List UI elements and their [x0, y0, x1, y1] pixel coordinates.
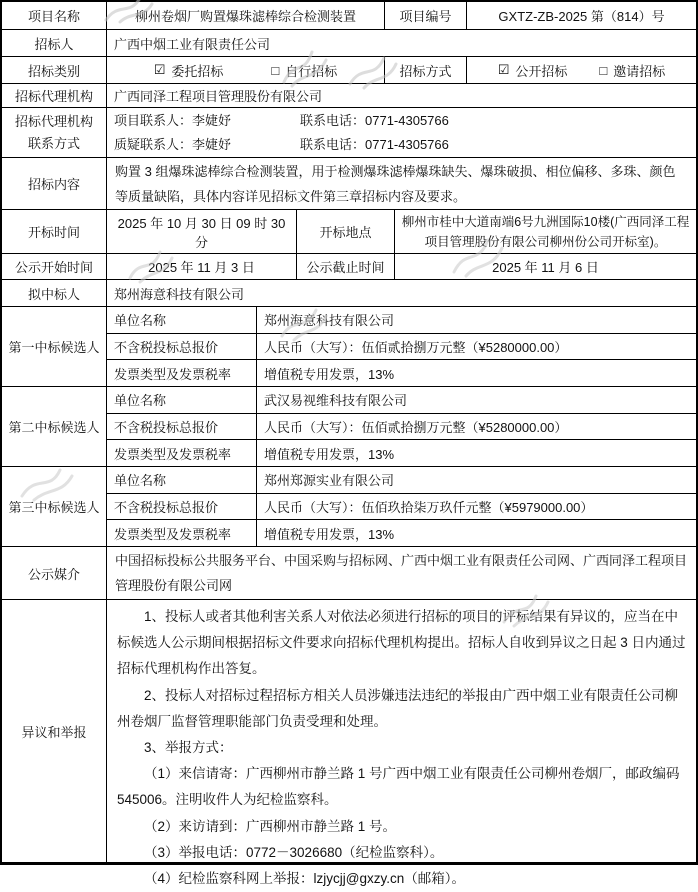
- contact-line: [107, 109, 696, 133]
- agency-label: 招标代理机构: [2, 84, 107, 107]
- field-value: 增值税专用发票，13%: [264, 446, 395, 462]
- option-label: 邀请招标: [613, 63, 666, 79]
- field-label: 单位名称: [107, 387, 257, 413]
- table-row: [107, 467, 696, 494]
- candidate-group-3: [2, 467, 696, 547]
- objection-paragraph: （1）来信请寄：广西柳州市静兰路 1 号广西中烟工业有限责任公司柳州卷烟厂，邮政编码 545006。注明收件人为纪检监察科。: [117, 766, 680, 808]
- bid-category-options: [107, 57, 385, 83]
- opening-place-label: 开标地点: [297, 210, 395, 253]
- option-label: 委托招标: [171, 63, 224, 79]
- table-row: [107, 440, 696, 466]
- objection-paragraph: （4）纪检监察科网上举报：lzjycjj@gxzy.cn（邮箱）。: [144, 871, 465, 887]
- field-label: 不含税投标总报价: [107, 414, 257, 440]
- candidate-group-2: [2, 387, 696, 467]
- field-label: 发票类型及发票税率: [107, 440, 257, 466]
- table-row: [2, 108, 696, 158]
- table-row: [2, 280, 696, 307]
- table-row: [107, 360, 696, 386]
- bid-content-label: 招标内容: [2, 158, 107, 209]
- publicity-start-value: 2025 年 11 月 3 日: [107, 254, 297, 279]
- field-label: 不含税投标总报价: [107, 334, 257, 360]
- bid-method-options: [467, 57, 696, 83]
- field-value: 武汉易视维科技有限公司: [264, 393, 408, 409]
- agency-contact-label: 招标代理机构联系方式: [2, 108, 107, 157]
- candidate-label: 第三中标候选人: [2, 467, 107, 546]
- table-row: [2, 210, 696, 254]
- contact-phone: 联系电话：0771-4305766: [300, 136, 449, 152]
- table-row: [2, 254, 696, 280]
- project-code-label: 项目编号: [385, 2, 467, 29]
- field-label: 发票类型及发票税率: [107, 360, 257, 386]
- field-label: 单位名称: [107, 467, 257, 493]
- checkbox-checked-icon: ☑: [153, 62, 166, 77]
- bid-method-label: 招标方式: [385, 57, 467, 83]
- tenderer-value: 广西中烟工业有限责任公司: [114, 36, 271, 52]
- checkbox-unchecked-icon: □: [271, 62, 280, 78]
- objection-paragraph: 2、投标人对招标过程招标方相关人员涉嫌违法违纪的举报由广西中烟工业有限责任公司柳州卷烟厂监督管理职能部门负责受理和处理。: [117, 687, 679, 729]
- field-value: 人民币（大写）：伍佰玖拾柒万玖仟元整（¥5979000.00）: [264, 500, 594, 515]
- publicity-start-label: 公示开始时间: [2, 254, 107, 279]
- contact-person: 质疑联系人：李婕妤: [114, 136, 232, 152]
- field-value: 增值税专用发票，13%: [264, 526, 395, 542]
- publicity-media-label: 公示媒介: [2, 547, 107, 599]
- table-row: [107, 387, 696, 414]
- objection-content: [107, 600, 696, 887]
- bid-content-value: 购置 3 组爆珠滤棒综合检测装置，用于检测爆珠滤棒爆珠缺失、爆珠破损、相位偏移、多珠、颜色等质量缺陷，具体内容详见招标文件第三章招标内容及要求。: [115, 163, 676, 204]
- candidate-label: 第一中标候选人: [2, 307, 107, 386]
- table-row: [2, 84, 696, 108]
- table-row: [2, 2, 696, 30]
- field-value: 郑州海意科技有限公司: [264, 313, 395, 329]
- table-row: [107, 334, 696, 361]
- table-row: [2, 547, 696, 600]
- checkbox-checked-icon: ☑: [497, 62, 510, 77]
- field-value: 人民币（大写）：伍佰贰拾捌万元整（¥5280000.00）: [264, 420, 568, 435]
- proposed-winner-value: 郑州海意科技有限公司: [114, 286, 245, 302]
- contact-line: [107, 133, 696, 157]
- opening-time-value: 2025 年 10 月 30 日 09 时 30 分: [107, 210, 297, 253]
- objection-label: 异议和举报: [2, 600, 107, 862]
- table-row: [107, 494, 696, 521]
- candidate-group-1: [2, 307, 696, 387]
- table-row: [107, 520, 696, 546]
- candidate-label: 第二中标候选人: [2, 387, 107, 466]
- field-value: 郑州郑源实业有限公司: [264, 473, 395, 489]
- option-label: 公开招标: [515, 63, 568, 79]
- option-label: 自行招标: [285, 63, 338, 79]
- objection-paragraph: 3、举报方式：: [144, 740, 233, 756]
- table-row: [2, 30, 696, 57]
- table-row: [107, 307, 696, 334]
- table-row: [2, 57, 696, 84]
- agency-contact-value: [107, 108, 696, 157]
- field-label: 单位名称: [107, 307, 257, 333]
- publicity-end-label: 公示截止时间: [297, 254, 395, 279]
- tenderer-label: 招标人: [2, 30, 107, 56]
- opening-place-value: 柳州市桂中大道南端6号九洲国际10楼(广西同泽工程项目管理股份有限公司柳州份公司开标室)。: [401, 214, 690, 249]
- agency-value: 广西同泽工程项目管理股份有限公司: [114, 89, 323, 104]
- publicity-end-value: 2025 年 11 月 6 日: [492, 260, 599, 275]
- table-row: [2, 600, 696, 887]
- table-row: [107, 414, 696, 441]
- field-label: 不含税投标总报价: [107, 494, 257, 520]
- project-code-value: GXTZ-ZB-2025 第（814）号: [498, 9, 665, 24]
- field-value: 人民币（大写）：伍佰贰拾捌万元整（¥5280000.00）: [264, 340, 568, 355]
- publicity-media-value: 中国招标投标公共服务平台、中国采购与招标网、广西中烟工业有限责任公司网、广西同泽工程项目管理股份有限公司网: [115, 553, 688, 593]
- proposed-winner-label: 拟中标人: [2, 280, 107, 306]
- table-row: [2, 158, 696, 210]
- contact-person: 项目联系人：李婕妤: [114, 112, 232, 128]
- checkbox-unchecked-icon: □: [599, 62, 608, 78]
- objection-paragraph: （3）举报电话：0772－3026680（纪检监察科）。: [144, 844, 444, 860]
- field-label: 发票类型及发票税率: [107, 520, 257, 546]
- project-name-value: 柳州卷烟厂购置爆珠滤棒综合检测装置: [107, 2, 385, 29]
- objection-paragraph: （2）来访请到：广西柳州市静兰路 1 号。: [144, 818, 397, 834]
- objection-paragraph: 1、投标人或者其他利害关系人对依法必须进行招标的项目的评标结果有异议的，应当在中标候选人公示期间根据招标文件要求向招标代理机构提出。招标人自收到异议之日起 3 日内通过招标代理机构作出答复。: [117, 609, 686, 677]
- bid-category-label: 招标类别: [2, 57, 107, 83]
- field-value: 增值税专用发票，13%: [264, 366, 395, 382]
- contact-phone: 联系电话：0771-4305766: [300, 112, 449, 128]
- project-name-label: 项目名称: [2, 2, 107, 29]
- opening-time-label: 开标时间: [2, 210, 107, 253]
